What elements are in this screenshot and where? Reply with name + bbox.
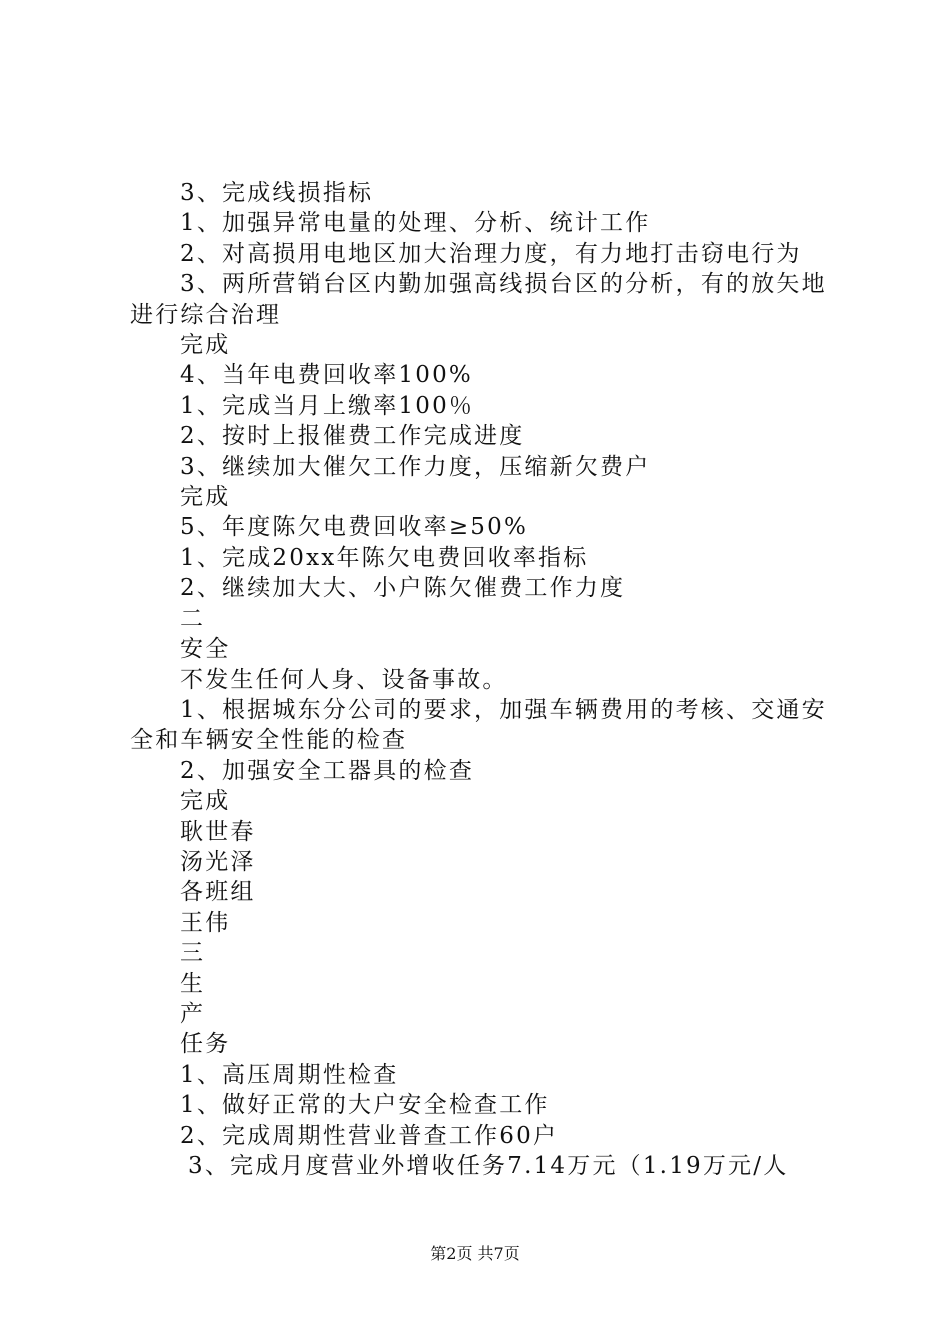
text-line: 生 bbox=[180, 970, 206, 997]
text-line: 1、高压周期性检查 bbox=[180, 1061, 399, 1088]
text-line: 不发生任何人身、设备事故。 bbox=[180, 666, 508, 693]
text-line: 汤光泽 bbox=[180, 848, 256, 875]
text-line: 4、当年电费回收率100% bbox=[180, 362, 473, 389]
text-line: 1、完成20xx年陈欠电费回收率指标 bbox=[180, 544, 589, 571]
text-line: 1、根据城东分公司的要求，加强车辆费用的考核、交通安 bbox=[180, 696, 827, 723]
text-line: 3、完成线损指标 bbox=[180, 180, 374, 206]
text-line: 全和车辆安全性能的检查 bbox=[130, 727, 408, 754]
text-line: 1、完成当月上缴率100％ bbox=[180, 392, 475, 419]
text-line: 完成 bbox=[180, 788, 231, 815]
text-line: 耿世春 bbox=[180, 818, 256, 845]
text-line: 三 bbox=[180, 940, 206, 967]
text-line: 3、两所营销台区内勤加强高线损台区的分析，有的放矢地 bbox=[180, 271, 827, 298]
text-line: 2、按时上报催费工作完成进度 bbox=[180, 423, 525, 450]
text-line: 1、做好正常的大户安全检查工作 bbox=[180, 1092, 550, 1119]
text-line: 3、完成月度营业外增收任务7.14万元（1.19万元/人 bbox=[188, 1153, 789, 1179]
text-line: 2、完成周期性营业普查工作60户 bbox=[180, 1122, 559, 1149]
text-line: 2、对高损用电地区加大治理力度，有力地打击窃电行为 bbox=[180, 240, 802, 267]
text-line: 完成 bbox=[180, 332, 231, 359]
text-line: 安全 bbox=[180, 636, 231, 663]
text-line: 二 bbox=[180, 605, 206, 632]
page-footer: 第2页 共7页 bbox=[430, 1244, 520, 1263]
text-line: 任务 bbox=[180, 1031, 231, 1058]
text-line: 完成 bbox=[180, 484, 231, 511]
text-line: 3、继续加大催欠工作力度，压缩新欠费户 bbox=[180, 453, 651, 480]
text-line: 产 bbox=[180, 1000, 206, 1027]
document-body bbox=[130, 178, 840, 1181]
text-line: 各班组 bbox=[180, 879, 256, 906]
text-line: 进行综合治理 bbox=[130, 301, 282, 328]
text-line: 王伟 bbox=[180, 909, 231, 936]
text-line: 2、继续加大大、小户陈欠催费工作力度 bbox=[180, 575, 626, 602]
text-line: 5、年度陈欠电费回收率≥50% bbox=[180, 514, 529, 541]
text-line: 1、加强异常电量的处理、分析、统计工作 bbox=[180, 210, 651, 237]
text-line: 2、加强安全工器具的检查 bbox=[180, 757, 475, 784]
